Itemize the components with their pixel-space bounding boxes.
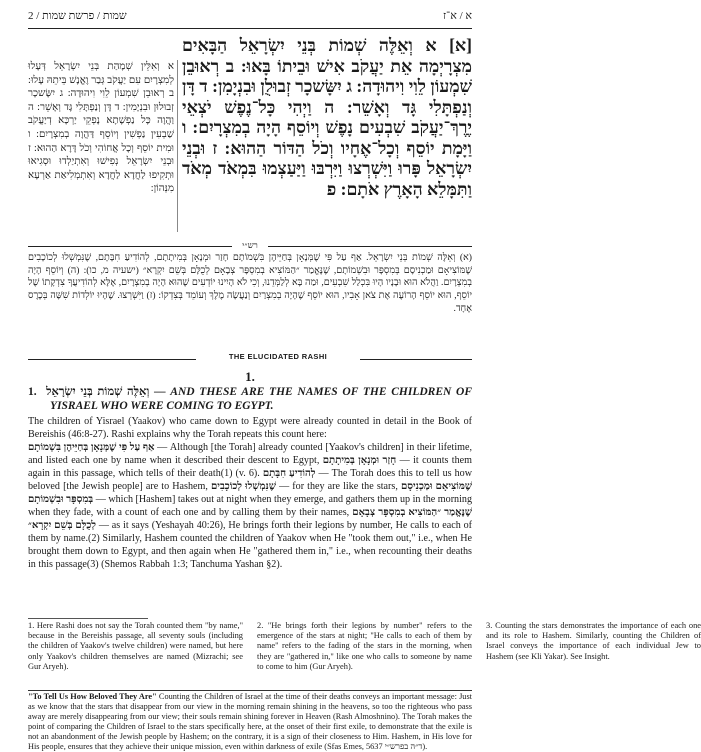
- footnote-divider: [28, 618, 148, 619]
- phrase-english-2: — it counts them again in this passage, which tells of their death(1) (v. 6).: [28, 455, 472, 479]
- phrase-hebrew-3: לְהוֹדִיעַ חִבָּתָם: [262, 468, 316, 479]
- explanation-paragraph: [28, 441, 472, 571]
- lead-hebrew: וְאֵלֶּה שְׁמוֹת בְּנֵי יִשְׂרָאֵל: [46, 386, 150, 398]
- phrase-hebrew-5: שֶׁמּוֹצִיאָם וּמַכְנִיסָם בְּמִסְפָּר וּבִשְׁמוֹתָם: [28, 481, 472, 505]
- intro-paragraph: The children of Yisrael (Yaakov) who came down to Egypt were already counted in detail in the Book of Bereishis (46:8-27). Rashi explains why the Torah repeats this count here:: [28, 416, 472, 440]
- column-divider: [177, 60, 178, 232]
- phrase-hebrew-1: אַף עַל פִּי שֶׁמְּנָאָן בְּחַיֵּיהֶן בִּשְׁמוֹתָם: [28, 442, 155, 453]
- lead-number: 1.: [28, 386, 37, 398]
- phrase-hebrew-6: שֶׁנֶּאֱמַר ״הַמּוֹצִיא בְמִסְפָּר צְבָאָם לְכֻלָּם בְּשֵׁם יִקְרָא״: [28, 507, 473, 531]
- lead-translation: — AND THESE ARE THE NAMES OF THE CHILDREN OF YISRAEL WHO WERE COMING TO EGYPT.: [50, 386, 473, 412]
- footnote-3: 3. Counting the stars demonstrates the importance of each one and its role to Hashem. Similarly, counting the Children of Israel conveys the importance of each individual Jew to Hashem (see Kli Yakar). See Insight.: [486, 621, 701, 661]
- phrase-english-5: — which [Hashem] takes out at night when they emerge, and gathers them up in the morning when they fade, with a count of each one and by calling them by their names,: [28, 494, 472, 518]
- phrase-hebrew-2: חָזַר וּמְנָאָן בְּמִיתָתָם: [322, 455, 397, 466]
- elucidation-body: [28, 385, 472, 615]
- phrase-english-1: — Although [the Torah] already counted [Yaakov's children] in their lifetime, and listed each one by name when it described their descent to Egypt,: [28, 442, 472, 466]
- footnotes: [28, 621, 701, 689]
- torah-text: [א] א וְאֵלֶּה שְׁמוֹת בְּנֵי יִשְׂרָאֵל הַבָּאִים מִצְרָיְמָה אֵת יַעֲקֹב אִישׁ וּבֵיתוֹ בָּאוּ: ב רְאוּבֵן שִׁמְעוֹן לֵוִי וִיהוּדָה: ג יִשָּׂשכָר זְבוּלֻן וּבִנְיָמִן: ד דָּן וְנַפְתָּלִי גָּד וְאָשֵׁר: ה וַיְהִי כָּל־נֶפֶשׁ יֹצְאֵי יֶרֶךְ־יַעֲקֹב שִׁבְעִים נָפֶשׁ וְיוֹסֵף הָיָה בְמִצְרָיִם: ו וַיָּמָת יוֹסֵף וְכָל־אֶחָיו וְכֹל הַדּוֹר הַהוּא: ז וּבְנֵי יִשְׂרָאֵל פָּרוּ וַיִּשְׁרְצוּ וַיִּרְבּוּ וַיַּעַצְמוּ בִּמְאֹד מְאֹד וַתִּמָּלֵא הָאָרֶץ אֹתָם: פ: [182, 35, 472, 199]
- rashi-hebrew-text: (א) וְאֵלֶּה שְׁמוֹת בְּנֵי יִשְׂרָאֵל. אַף עַל פִּי שֶׁמְּנָאָן בְּחַיֵּיהֶן בִּשְׁמוֹתָם חָזַר וּמְנָאָן בְּמִיתָתָם, לְהוֹדִיעַ חִבָּתָם, שֶׁנִּמְשְׁלוּ לְכוֹכָבִים שֶׁמּוֹצִיאָם וּמַכְנִיסָם בְּמִסְפָּר וּבִשְׁמוֹתָם, שֶׁנֶּאֱמַר ״הַמּוֹצִיא בְמִסְפָּר צְבָאָם לְכֻלָּם בְּשֵׁם יִקְרָא״ (ישעיה מ, כו): (ה) וְיוֹסֵף הָיָה בְמִצְרָיִם. וַהֲלֹא הוּא וּבָנָיו הָיוּ בִּכְלַל שִׁבְעִים, וּמַה בָּא לְלַמְּדֵנוּ, וְכִי לֹא הָיִינוּ יוֹדְעִים שֶׁהוּא הָיָה בְמִצְרָיִם, אֶלָּא לְהוֹדִיעֲךָ צִדְקָתוֹ שֶׁל יוֹסֵף, הוּא יוֹסֵף הָרוֹעֶה אֶת צֹאן אָבִיו, הוּא יוֹסֵף שֶׁהָיָה בְמִצְרַיִם וְנַעֲשָׂה מֶלֶךְ וְעוֹמֵד בְּצִדְקוֹ: (ז) וַיִּשְׁרְצוּ. שֶׁהָיוּ יוֹלְדוֹת שִׁשָּׁה בְּכֶרֶס אֶחָד.: [28, 252, 472, 314]
- header-divider: [28, 28, 472, 29]
- insight-text: Counting the Children of Israel at the time of their deaths conveys an important message: Just as we know that the stars that disappear from our view in the morning remain shining in the heavens, so too the righteous who pass away are merely disappearing from our view; their souls remain shining forever in Heaven (Rash Almoshnino). The Torah makes the point of comparing the Children of Israel to the stars specifically here, at the onset of their first exile, to demonstrate that the exile is not an abandonment of the Jewish people by Hashem; on the contrary, it is a sign of their closeness to Him. Hashem, in His love for His people, ensures that they achieve their unique mission, even within darkness of exile (Sfas Emes, 5637 ד״ה בפרש״י).: [28, 692, 472, 751]
- phrase-english-3: — The Torah does this to tell us how beloved [the Jewish people] are to Hashem,: [28, 468, 473, 492]
- elucidated-rashi-title: THE ELUCIDATED RASHI: [196, 352, 360, 361]
- phrase-hebrew-4: שֶׁנִּמְשְׁלוּ לְכוֹכָבִים: [211, 481, 276, 492]
- phrase-english-6: — as it says (Yeshayah 40:26), He brings forth their legions by number, He calls to each of them by name.(2) Similarly, Hashem counted the children of Yaakov when He "took them out," i.e., when He brought them down to Egypt, and then again when He "gathered them in," i.e., when recounting their deaths in this passage(3) (Shemos Rabbah 1:3; Tanchuma Yashan §2).: [28, 520, 473, 570]
- insight-divider: [28, 690, 472, 691]
- phrase-english-4: — for they are like the stars,: [275, 481, 398, 492]
- footnote-1: 1. Here Rashi does not say the Torah counted them "by name," because in the Bereishis passage, all seventy souls (including the children of Yaakov's twelve children) were named, but here only Yaakov's children themselves are named (Mizrachi; see Gur Aryeh).: [28, 621, 243, 671]
- insight-box: [28, 692, 472, 751]
- page-number-parsha: 2 / שמות / פרשת שמות: [28, 10, 127, 22]
- rashi-label: רש״י: [232, 240, 268, 250]
- verse-number: 1.: [245, 369, 255, 384]
- running-header: [28, 10, 472, 28]
- onkelos-text: א וְאִלֵּין שְׁמָהַת בְּנֵי יִשְׂרָאֵל דְּעָלוּ לְמִצְרָיִם עִם יַעֲקֹב גְּבַר וֶאֱנָשׁ בֵּיתֵהּ עָלוּ: ב רְאוּבֵן שִׁמְעוֹן לֵוִי וִיהוּדָה: ג יִשָּׂשכָר זְבוּלוּן וּבִנְיָמִין: ד דָּן וְנַפְתָּלִי גָּד וְאָשֵׁר: ה וַהֲוָה כָּל נַפְשָׁתָא נָפְקֵי יַרְכָּא דְיַעֲקֹב שַׁבְעִין נַפְשִׁין וְיוֹסֵף דַּהֲוָה בְמִצְרָיִם: ו וּמִית יוֹסֵף וְכָל אֲחוֹהִי וְכֹל דָּרָא הַהוּא: ז וּבְנֵי יִשְׂרָאֵל נְפִישׁוּ וְאִתְיַלְדוּ וּסְגִיאוּ וּתְקִיפוּ לַחֲדָא לַחֲדָא וְאִתְמְלִיאַת אַרְעָא מִנְּהוֹן:: [28, 61, 174, 195]
- elucidated-rashi-banner: [28, 352, 472, 366]
- chapter-verse-range: א / א־ז: [442, 10, 472, 22]
- insight-title: "To Tell Us How Beloved They Are": [28, 692, 157, 701]
- footnote-2: 2. "He brings forth their legions by number" refers to the emergence of the stars at night; "He calls to each of them by name" refers to the fading of the stars in the morning, when they are "gathered in," like one who calls to someone by name to come to him (Gur Aryeh).: [257, 621, 472, 671]
- lead-verse: [28, 385, 472, 413]
